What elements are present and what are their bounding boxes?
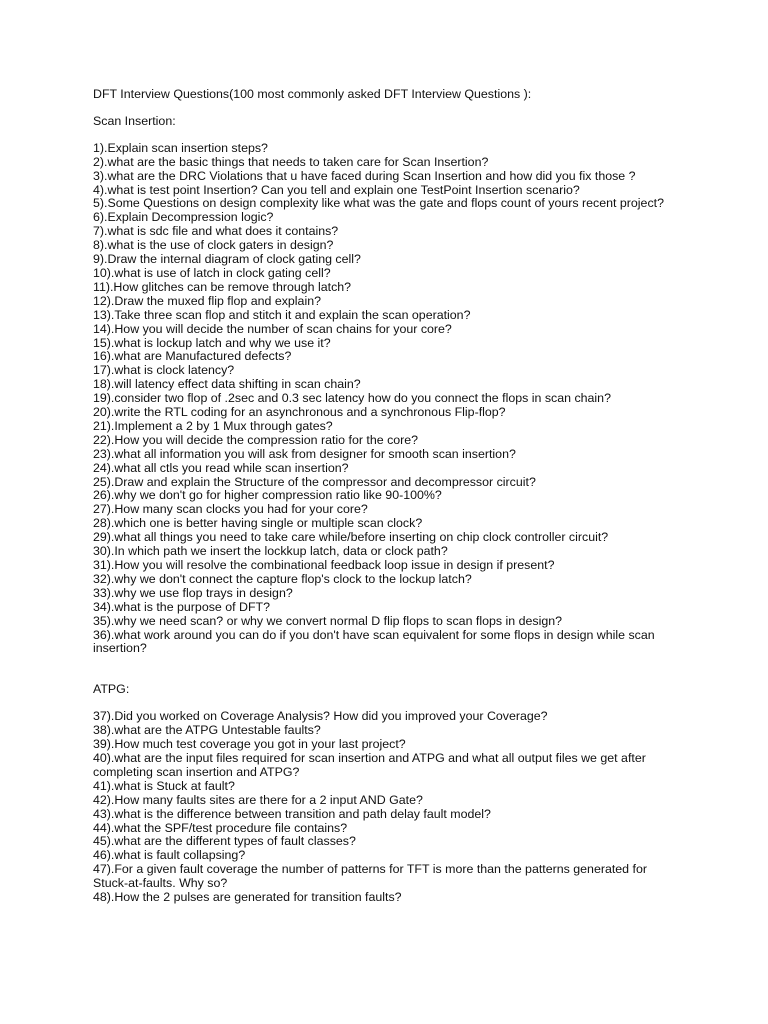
question-item: 24).what all ctls you read while scan insertion? <box>93 460 349 475</box>
question-item: 16).what are Manufactured defects? <box>93 349 292 364</box>
question-item: 3).what are the DRC Violations that u have faced during Scan Insertion and how did you fix those ? <box>93 168 636 183</box>
scan-insertion-question-list <box>93 142 733 657</box>
question-item: 4).what is test point Insertion? Can you tell and explain one TestPoint Insertion scenario? <box>93 182 580 197</box>
question-item: 13).Take three scan flop and stitch it and explain the scan operation? <box>93 307 471 322</box>
question-item: 33).why we use flop trays in design? <box>93 585 293 600</box>
question-item: 17).what is clock latency? <box>93 363 235 378</box>
question-item: 32).why we don't connect the capture flop's clock to the lockup latch? <box>93 571 472 586</box>
question-item: 18).will latency effect data shifting in scan chain? <box>93 377 361 392</box>
question-item: 31).How you will resolve the combinational feedback loop issue in design if present? <box>93 558 555 572</box>
question-item: 5).Some Questions on design complexity like what was the gate and flops count of yours recent project? <box>93 196 664 211</box>
question-item: 19).consider two flop of .2sec and 0.3 sec latency how do you connect the flops in scan chain? <box>93 391 611 406</box>
question-item: 12).Draw the muxed flip flop and explain? <box>93 293 321 308</box>
question-item: 48).How the 2 pulses are generated for transition faults? <box>93 890 402 905</box>
question-item: 1).Explain scan insertion steps? <box>93 140 268 155</box>
question-item: 46).what is fault collapsing? <box>93 848 246 863</box>
question-item: 37).Did you worked on Coverage Analysis? How did you improved your Coverage? <box>93 709 548 724</box>
atpg-heading: ATPG: <box>93 682 130 697</box>
question-item: 14).How you will decide the number of scan chains for your core? <box>93 321 452 336</box>
question-item: 8).what is the use of clock gaters in design? <box>93 238 334 253</box>
question-item: 36).what work around you can do if you don't have scan equivalent for some flops in design while scan insertion? <box>93 627 655 656</box>
question-item: 10).what is use of latch in clock gating cell? <box>93 265 331 280</box>
question-item: 47).For a given fault coverage the number of patterns for TFT is more than the patterns generated for Stuck-at-faults. Why so? <box>93 862 647 891</box>
document-title: DFT Interview Questions(100 most commonly asked DFT Interview Questions ): <box>93 87 532 101</box>
question-item: 44).what the SPF/test procedure file contains? <box>93 820 348 835</box>
question-item: 38).what are the ATPG Untestable faults? <box>93 723 321 738</box>
question-item: 29).what all things you need to take care while/before inserting on chip clock controller circuit? <box>93 530 609 545</box>
question-item: 22).How you will decide the compression ratio for the core? <box>93 432 419 447</box>
question-item: 40).what are the input files required for scan insertion and ATPG and what all output files we get after completing scan insertion and ATPG? <box>93 750 646 779</box>
question-item: 20).write the RTL coding for an asynchronous and a synchronous Flip-flop? <box>93 405 506 420</box>
question-item: 26).why we don't go for higher compression ratio like 90-100%? <box>93 488 442 503</box>
question-item: 23).what all information you will ask from designer for smooth scan insertion? <box>93 446 516 461</box>
question-item: 42).How many faults sites are there for a 2 input AND Gate? <box>93 792 423 807</box>
question-item: 15).what is lockup latch and why we use it? <box>93 335 331 350</box>
question-item: 21).Implement a 2 by 1 Mux through gates? <box>93 418 333 433</box>
question-item: 43).what is the difference between transition and path delay fault model? <box>93 806 491 821</box>
document-content <box>93 88 733 905</box>
question-item: 27).How many scan clocks you had for your core? <box>93 502 368 517</box>
question-item: 41).what is Stuck at fault? <box>93 778 235 793</box>
question-item: 6).Explain Decompression logic? <box>93 210 274 225</box>
question-item: 9).Draw the internal diagram of clock gating cell? <box>93 252 361 267</box>
question-item: 45).what are the different types of fault classes? <box>93 834 356 849</box>
question-item: 39).How much test coverage you got in your last project? <box>93 737 406 752</box>
atpg-section <box>93 683 733 905</box>
question-item: 25).Draw and explain the Structure of the compressor and decompressor circuit? <box>93 474 536 489</box>
question-item: 35).why we need scan? or why we convert normal D flip flops to scan flops in design? <box>93 613 563 628</box>
scan-insertion-heading: Scan Insertion: <box>93 113 176 128</box>
scan-insertion-section <box>93 115 733 656</box>
question-item: 7).what is sdc file and what does it contains? <box>93 224 339 239</box>
atpg-question-list <box>93 710 733 905</box>
question-item: 30).In which path we insert the lockkup latch, data or clock path? <box>93 544 448 559</box>
question-item: 2).what are the basic things that needs to taken care for Scan Insertion? <box>93 154 489 169</box>
question-item: 34).what is the purpose of DFT? <box>93 599 270 614</box>
question-item: 11).How glitches can be remove through latch? <box>93 279 352 294</box>
question-item: 28).which one is better having single or multiple scan clock? <box>93 516 423 531</box>
